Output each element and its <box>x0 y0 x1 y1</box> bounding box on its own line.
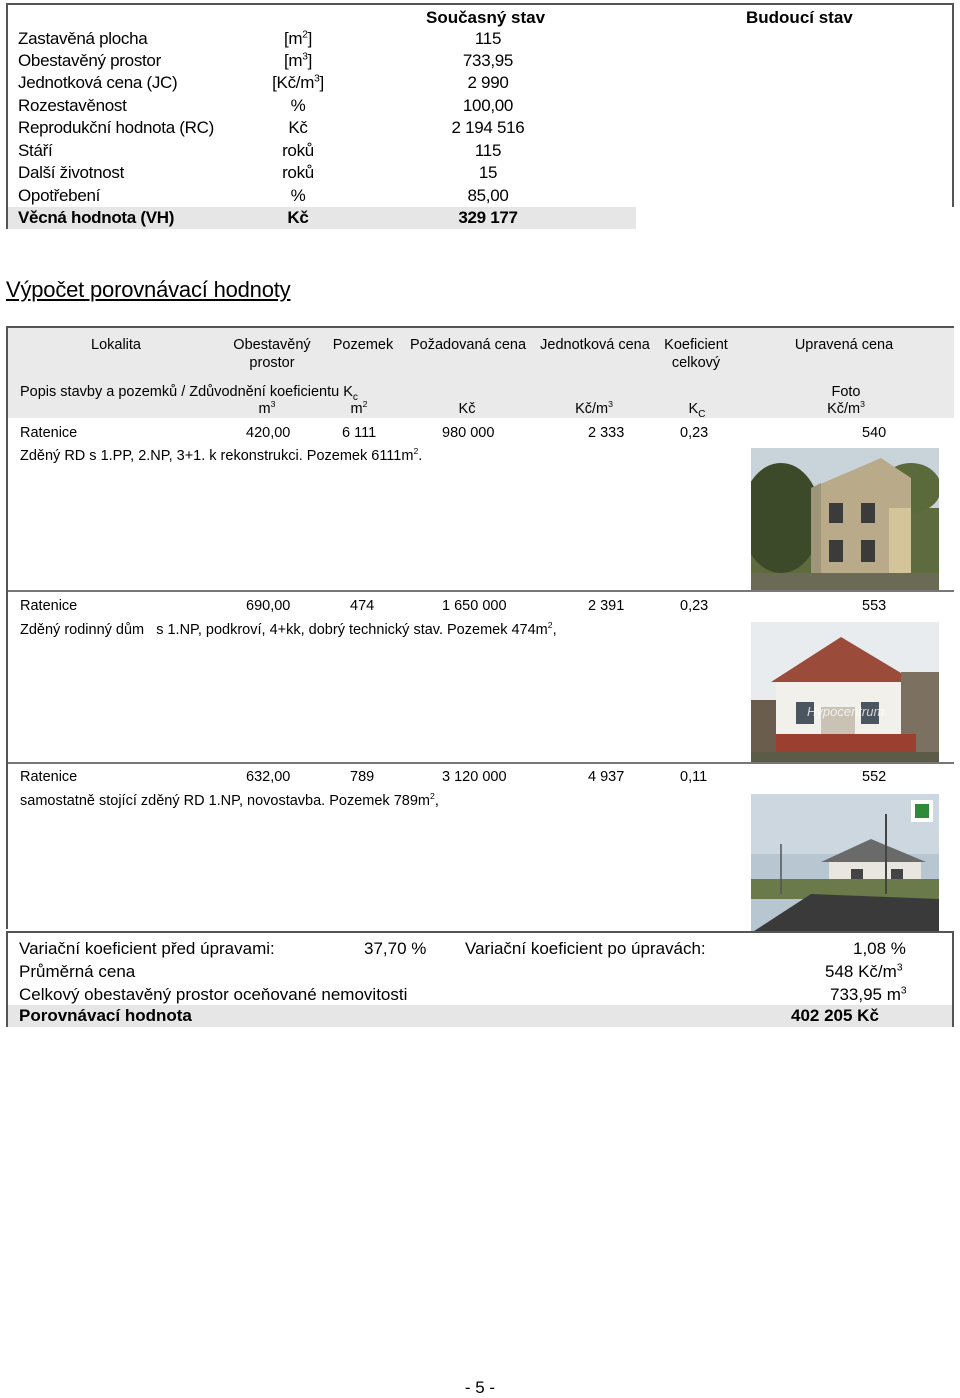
col-current-state: Současný stav <box>426 8 546 27</box>
valuation-total-row: Věcná hodnota (VH) Kč 329 177 <box>8 207 952 229</box>
page-number: - 5 - <box>464 1378 496 1397</box>
header-jednotkova: Jednotková cena <box>540 337 650 353</box>
unit-m2: $m^2$ <box>350 399 368 417</box>
summary-table <box>6 931 954 1027</box>
comparative-value-row: Porovnávací hodnota 402 205 Kč <box>8 1005 952 1027</box>
row-description: Zděný rodinný dům s 1.NP, podkroví, 4+kk, dobrý technický stav. Pozemek $474m^2$, <box>20 620 557 638</box>
property-photo <box>751 622 939 762</box>
unit-kc: Kč <box>458 401 476 417</box>
watermark: Hypocentrum <box>807 704 885 719</box>
valuation-row: Další životnost roků 15 <box>18 163 498 182</box>
row-description: samostatně stojící zděný RD 1.NP, novostavba. Pozemek $789m^2$, <box>20 791 439 809</box>
property-photo <box>751 794 939 933</box>
property-photo <box>751 448 939 590</box>
header-obestaveny: Obestavěný prostor <box>233 337 311 371</box>
section-title: Výpočet porovnávací hodnoty <box>6 277 291 302</box>
valuation-row: Zastavěná plocha $[m^2]$ 115 <box>18 29 502 48</box>
unit-m3: $m^3$ <box>258 399 276 417</box>
valuation-row: Opotřebení % 85,00 <box>18 186 509 205</box>
valuation-row: Obestavěný prostor $[m^3]$ 733,95 <box>18 51 514 70</box>
unit-kc-m3-upravena: $Kč/m^3$ <box>827 399 865 417</box>
average-price-row: Průměrná cena 548 $Kč/m^3$ <box>19 962 903 981</box>
valuation-row: Reprodukční hodnota (RC) Kč 2 194 516 <box>18 118 525 137</box>
valuation-table <box>6 3 954 229</box>
header-popis: Popis stavby a pozemků / Zdůvodnění koeficientu $K_c$ <box>20 384 358 403</box>
total-volume-row: Celkový obestavěný prostor oceňované nemovitosti 733,95 $m^3$ <box>19 985 907 1004</box>
valuation-row: Stáří roků 115 <box>18 141 502 160</box>
header-koeficient: Koeficient celkový <box>664 337 728 371</box>
variation-row: Variační koeficient před úpravami: 37,70 % Variační koeficient po úpravách: 1,08 % <box>19 939 906 958</box>
col-future-state: Budoucí stav <box>746 8 853 27</box>
unit-kc-m3: $Kč/m^3$ <box>575 399 613 417</box>
header-foto: Foto <box>831 384 861 400</box>
valuation-row: Rozestavěnost % 100,00 <box>18 96 514 115</box>
unit-k: $K_C$ <box>688 401 706 420</box>
header-upravena: Upravená cena <box>794 337 894 353</box>
header-lokalita: Lokalita <box>91 337 141 353</box>
valuation-row: Jednotková cena (JC) $[Kč/m^3]$ 2 990 <box>18 73 509 92</box>
row-description: Zděný RD s 1.PP, 2.NP, 3+1. k rekonstrukci. Pozemek $6111m^2$. <box>20 446 423 464</box>
comparison-table: Lokalita Obestavěný prostor Pozemek Požadovaná cena Jednotková cena Koeficient celkový Upravená cena Popis stavby a pozemků / Zdůvodnění koeficientu $K_c$ Foto $m^3$ $m^2$ Kč $Kč/m^3$ $K_C$ $Kč/m^3$ Ratenice 420,00 6 111 980 000 2 333 0,23 540 Zděný RD s 1.PP, 2.NP, 3+1. k rekonstrukci. Pozemek $6111m^2$. Ratenice 690,00 474 1 650 000 2 391 0,23 553 Zděný rodinný dům s 1.NP, podkroví, 4+kk, dobrý technický stav. Pozemek $474m^2$, Hypocentrum Ratenice 632,00 789 3 120 000 4 937 0,11 552 samostatně stojící zděný RD 1.NP, novostavba. Pozemek $789m^2$, <box>6 326 954 929</box>
header-pozadovana: Požadovaná cena <box>409 337 527 353</box>
header-pozemek: Pozemek <box>332 337 394 353</box>
